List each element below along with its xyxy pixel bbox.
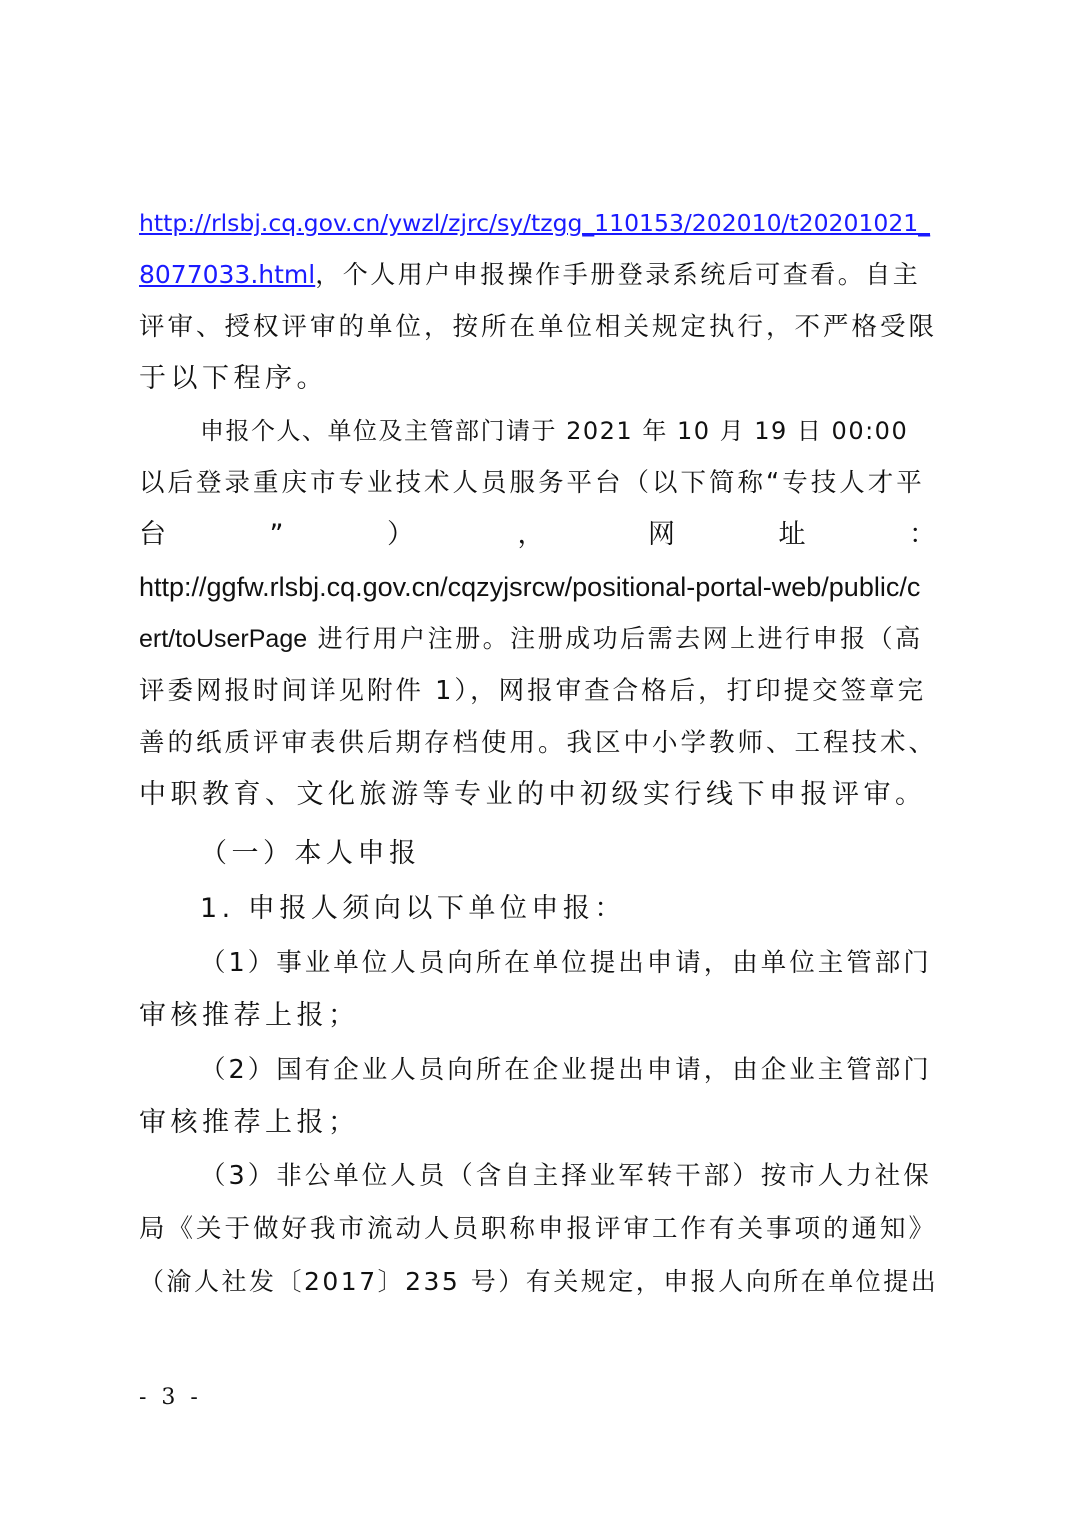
paragraph-2-line-5 [139,621,923,657]
paragraph-1-line-3: 于以下程序。 [139,363,328,394]
paragraph-2-line-7: 善的纸质评审表供后期存档使用。我区中小学教师、工程技术、 [139,728,938,758]
sub-item-3-line-1: （3）非公单位人员（含自主择业军转干部）按市人力社保 [200,1161,932,1191]
sub-item-3-line-2: 局《关于做好我市流动人员职称申报评审工作有关事项的通知》 [139,1214,938,1244]
platform-url-line-1: http://ggfw.rlsbj.cq.gov.cn/cqzyjsrcw/positional-portal-web/public/c [139,572,921,602]
paragraph-1-text: ，个人用户申报操作手册登录系统后可查看。自主 [315,260,921,289]
item-1-title: 1. 申报人须向以下单位申报： [200,893,626,924]
justified-char: 址 [778,519,806,550]
justified-char: ： [909,519,936,550]
link-line-1 [139,205,930,241]
policy-link-part-2[interactable]: 8077033.html [139,260,316,289]
sub-item-2-line-1: （2）国有企业人员向所在企业提出申请，由企业主管部门 [200,1055,932,1085]
sub-item-1-line-2: 审核推荐上报； [139,1000,360,1031]
justified-char: ， [517,519,545,550]
justified-char: 网 [648,519,675,550]
paragraph-2-line-6: 评委网报时间详见附件 1），网报审查合格后，打印提交签章完 [139,676,927,706]
sub-item-2-line-2: 审核推荐上报； [139,1107,360,1138]
platform-url-line-2: ert/toUserPage [139,625,308,653]
paragraph-2-line-3 [139,517,936,553]
paragraph-1-line-1 [139,257,920,293]
paragraph-2-text: 进行用户注册。注册成功后需去网上进行申报（高 [307,624,923,653]
page-number: - 3 - [139,1385,202,1410]
paragraph-2-line-1: 申报个人、单位及主管部门请于 2021 年 10 月 19 日 00:00 [200,417,909,445]
sub-item-3-line-3: （渝人社发〔2017〕235 号）有关规定，申报人向所在单位提出 [139,1267,939,1296]
justified-char: 台 [139,519,166,550]
section-heading: （一）本人申报 [200,838,421,869]
paragraph-1-line-2: 评审、授权评审的单位，按所在单位相关规定执行，不严格受限 [139,312,938,342]
sub-item-1-line-1: （1）事业单位人员向所在单位提出申请，由单位主管部门 [200,948,932,978]
policy-link-part-1[interactable]: http://rlsbj.cq.gov.cn/ywzl/zjrc/sy/tzgg_110153/202010/t20201021_ [139,209,931,237]
justified-char: ） [387,519,414,550]
paragraph-2-line-8: 中职教育、文化旅游等专业的中初级实行线下申报评审。 [139,779,927,810]
justified-char: ” [269,519,284,550]
paragraph-2-line-2: 以后登录重庆市专业技术人员服务平台（以下简称“专技人才平 [139,468,925,498]
